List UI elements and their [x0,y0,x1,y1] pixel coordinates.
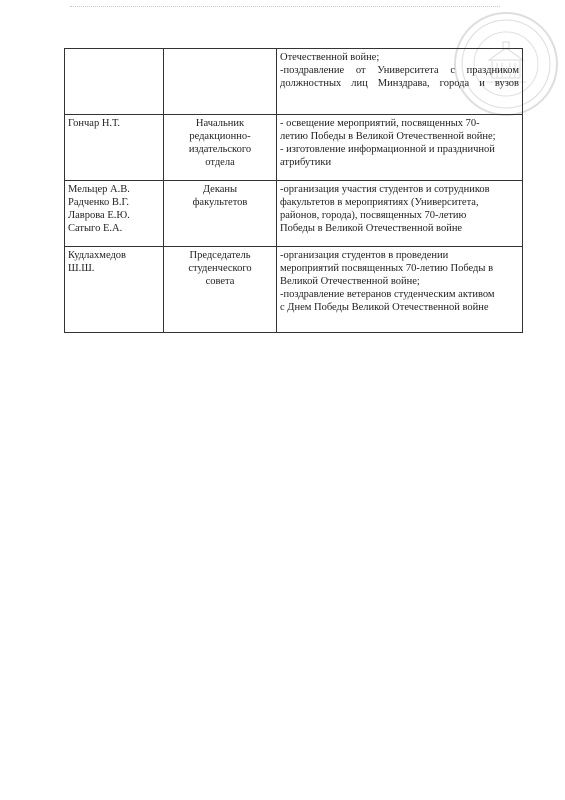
cell-name [65,49,164,115]
text-line: Гончар Н.Т. [68,118,121,129]
text-line: редакционно- [189,131,251,142]
text-line: мероприятий посвященных 70-летию Победы в [280,263,494,274]
cell-role [164,49,277,115]
text-line: атрибутики [280,157,332,168]
table-row [65,49,523,115]
text-line: Ш.Ш. [68,263,95,274]
text-line: -организация студентов в проведении [280,250,449,261]
responsibility-table [64,48,523,333]
text-line: совета [205,276,235,287]
cell-tasks [277,181,523,247]
cell-role [164,247,277,333]
text-line: Деканы [202,184,238,195]
text-line: должностных лиц Минздрава, города и вузов [280,78,519,89]
text-line: Начальник [195,118,245,129]
cell-tasks [277,49,523,115]
cell-role [164,115,277,181]
text-line: Победы в Великой Отечественной войне [280,223,463,234]
cell-name [65,247,164,333]
table-row [65,247,523,333]
text-line: -поздравление ветеранов студенческим активом [280,289,495,300]
text-line: Кудлахмедов [68,250,127,261]
text-line: - изготовление информационной и праздничной [280,144,495,155]
text-line: Председатель [189,250,251,261]
text-line: Лаврова Е.Ю. [68,210,130,221]
text-line: Великой Отечественной войне; [280,276,420,287]
text-line: районов, города), посвященных 70-летию [280,210,467,221]
text-line: Отечественной войне; [280,52,380,63]
cell-name [65,181,164,247]
text-line: издательского [188,144,252,155]
scan-artifact-line [70,6,500,7]
text-line: -поздравление от Университета с праздником [280,65,519,76]
text-line: факультетов [192,197,248,208]
text-line: студенческого [188,263,252,274]
text-line: Радченко В.Г. [68,197,129,208]
cell-role [164,181,277,247]
table-row [65,181,523,247]
cell-name [65,115,164,181]
text-line: факультетов в мероприятиях (Университета, [280,197,479,208]
text-line: с Днем Победы Великой Отечественной войне [280,302,489,313]
table-row [65,115,523,181]
text-line: - освещение мероприятий, посвященных 70- [280,118,480,129]
cell-tasks [277,115,523,181]
text-line: летию Победы в Великой Отечественной войне; [280,131,496,142]
text-line: -организация участия студентов и сотрудников [280,184,490,195]
text-line: Сатыго Е.А. [68,223,123,234]
cell-tasks [277,247,523,333]
text-line: Мельцер А.В. [68,184,130,195]
text-line: отдела [205,157,235,168]
